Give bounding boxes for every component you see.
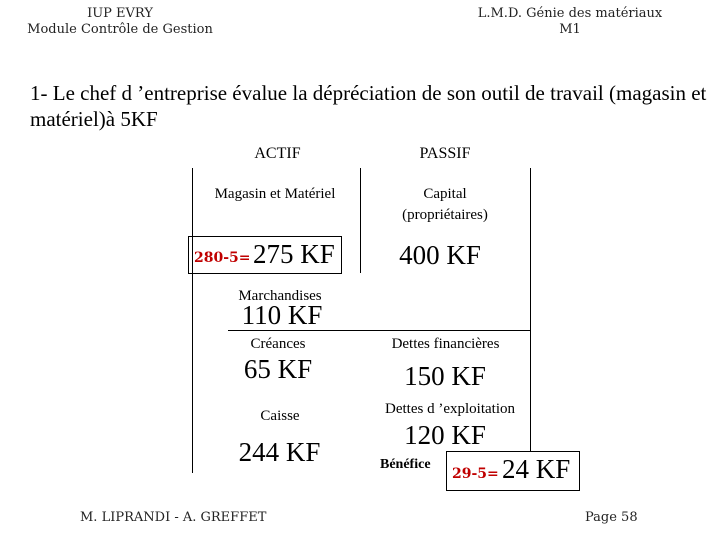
- benefice-calc: 29-5=: [452, 466, 499, 482]
- footer-page: Page 58: [585, 510, 638, 525]
- dettes-exp-label: Dettes d ’exploitation: [385, 401, 515, 417]
- capital-value: 400 KF: [399, 240, 481, 270]
- actif-label: ACTIF: [254, 145, 301, 162]
- creances-label: Créances: [250, 336, 306, 352]
- header-left: [20, 6, 220, 38]
- dettes-fin-value: 150 KF: [404, 361, 486, 391]
- header-left-line1: IUP EVRY: [87, 6, 153, 21]
- header-left-line2: Module Contrôle de Gestion: [27, 22, 213, 37]
- caisse-value: 244 KF: [238, 437, 321, 467]
- passif-label: PASSIF: [419, 145, 471, 162]
- magasin-calc: 280-5=: [194, 250, 251, 266]
- benefice-box: [446, 451, 580, 491]
- passif-divider: [360, 330, 530, 331]
- marchandises-label: Marchandises: [238, 288, 322, 304]
- capital-label-1: Capital: [423, 186, 467, 202]
- magasin-value: 275 KF: [253, 239, 335, 269]
- header-right: [450, 6, 690, 38]
- header-right-line2: M1: [559, 22, 581, 37]
- center-divider-top: [360, 168, 361, 273]
- caisse-label: Caisse: [260, 408, 300, 424]
- magasin-label: Magasin et Matériel: [214, 186, 336, 202]
- creances-value: 65 KF: [243, 354, 313, 384]
- benefice-value: 24 KF: [502, 454, 571, 484]
- marchandises-divider: [228, 330, 360, 331]
- footer-authors: M. LIPRANDI - A. GREFFET: [80, 510, 267, 525]
- header-right-line1: L.M.D. Génie des matériaux: [477, 6, 663, 21]
- benefice-label: Bénéfice: [380, 457, 431, 472]
- marchandises-value: 110 KF: [241, 300, 323, 330]
- slide-title: 1- Le chef d ’entreprise évalue la dépréciation de son outil de travail (magasin et matériel)à 5KF: [30, 81, 707, 131]
- dettes-fin-label: Dettes financières: [391, 336, 500, 352]
- dettes-exp-value: 120 KF: [404, 420, 486, 450]
- magasin-box: [188, 236, 342, 274]
- capital-label-2: (propriétaires): [402, 207, 488, 223]
